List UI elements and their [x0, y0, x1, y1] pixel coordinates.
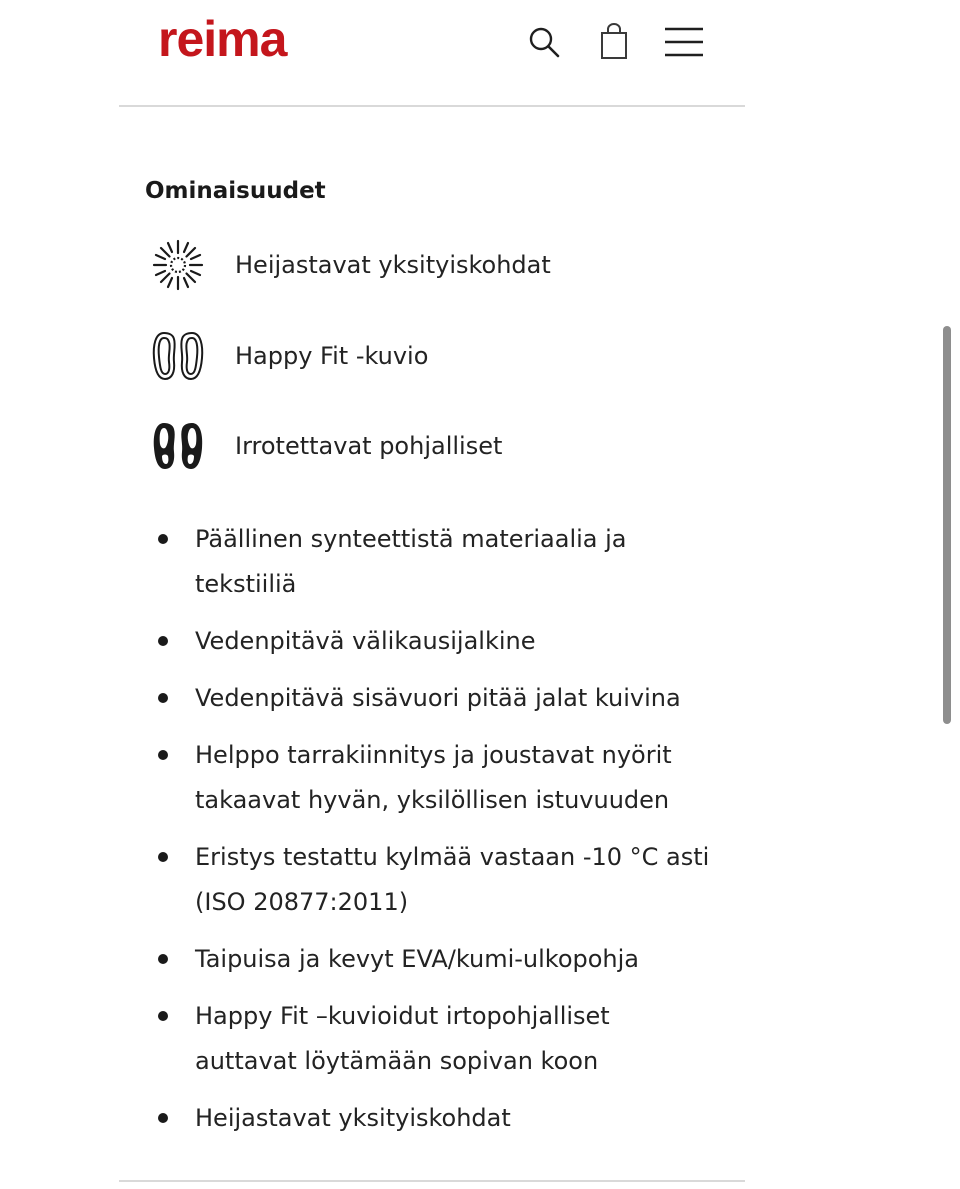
- bullet-dot: [158, 1113, 168, 1123]
- menu-icon[interactable]: [664, 26, 704, 60]
- bullet-text: Taipuisa ja kevyt EVA/kumi-ulkopohja: [195, 945, 640, 973]
- happy-fit-insole-icon: [150, 328, 206, 384]
- shopping-bag-icon[interactable]: [598, 22, 630, 62]
- feature-item-happy-fit: [150, 328, 710, 384]
- header-divider: [119, 105, 745, 107]
- feature-item-removable-insoles: [150, 418, 710, 474]
- feature-item-reflective: [150, 237, 710, 293]
- bullet-text: Happy Fit –kuvioidut irtopohjalliset auttavat löytämään sopivan koon: [195, 1002, 610, 1075]
- bullet-dot: [158, 693, 168, 703]
- section-title: Ominaisuudet: [145, 178, 326, 204]
- bullet-text: Vedenpitävä sisävuori pitää jalat kuivina: [195, 684, 681, 712]
- bullet-dot: [158, 1011, 168, 1021]
- bullet-dot: [158, 954, 168, 964]
- search-icon[interactable]: [526, 24, 562, 60]
- reima-logo[interactable]: reima: [158, 11, 287, 67]
- site-header: [0, 0, 960, 106]
- feature-label: Heijastavat yksityiskohdat: [235, 251, 551, 279]
- bullet-dot: [158, 750, 168, 760]
- bullet-dot: [158, 636, 168, 646]
- section-divider: [119, 1180, 745, 1182]
- removable-insoles-icon: [150, 418, 206, 474]
- bullet-text: Päällinen synteettistä materiaalia ja tekstiiliä: [195, 525, 627, 598]
- reflective-sun-icon: [150, 237, 206, 293]
- feature-label: Happy Fit -kuvio: [235, 342, 429, 370]
- bullet-dot: [158, 852, 168, 862]
- bullet-text: Helppo tarrakiinnitys ja joustavat nyörit takaavat hyvän, yksilöllisen istuvuuden: [195, 741, 672, 814]
- bullet-text: Heijastavat yksityiskohdat: [195, 1104, 511, 1132]
- bullet-text: Eristys testattu kylmää vastaan -10 °C asti (ISO 20877:2011): [195, 843, 710, 916]
- feature-label: Irrotettavat pohjalliset: [235, 432, 503, 460]
- scrollbar-thumb[interactable]: [943, 326, 951, 724]
- bullet-text: Vedenpitävä välikausijalkine: [195, 627, 536, 655]
- bullet-dot: [158, 534, 168, 544]
